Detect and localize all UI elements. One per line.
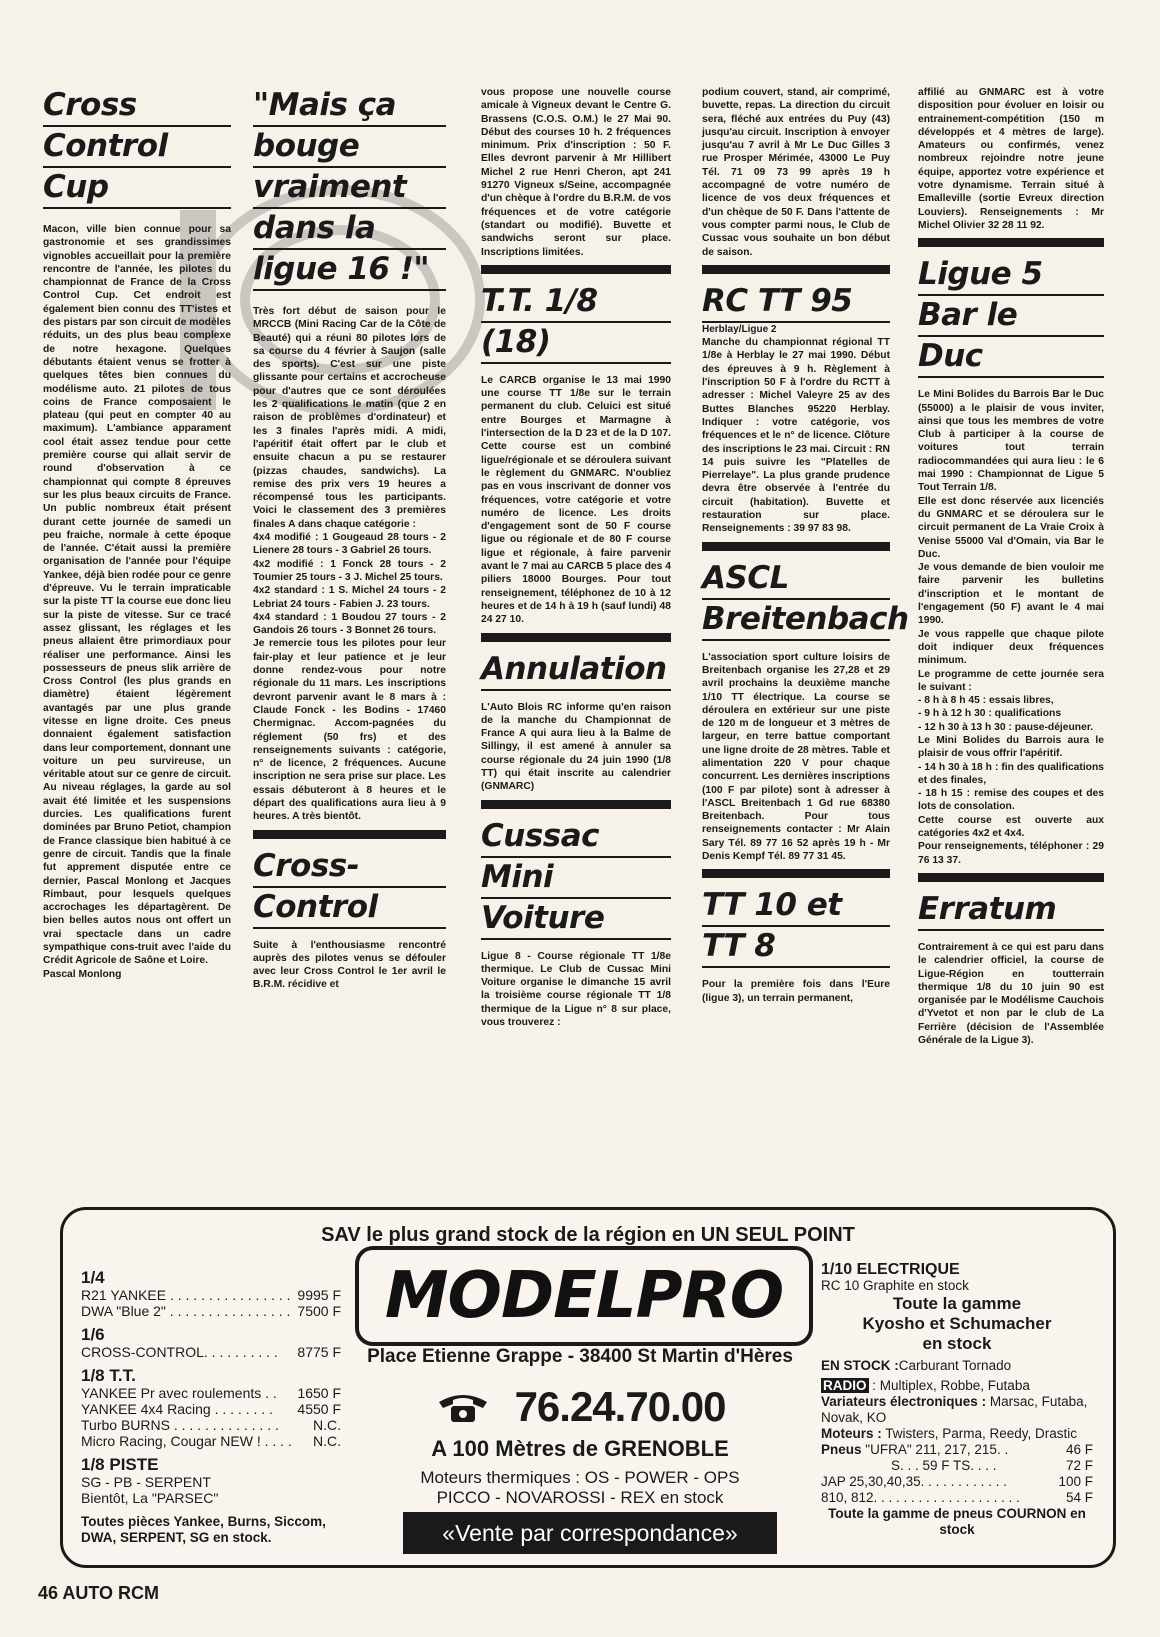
section-rule <box>918 238 1104 247</box>
price-row: SG - PB - SERPENT <box>81 1474 211 1490</box>
ad-distance: A 100 Mètres de GRENOBLE <box>431 1436 729 1461</box>
headline-tt-10-et-tt-8: TT 10 et TT 8 <box>702 886 890 968</box>
article-body: Je vous demande de bien vouloir me faire parvenir les bulletins d'inscription et le montant de l'engagement (50 F) avant le 4 mai 1990. <box>918 562 1104 627</box>
price-row: R21 YANKEE . . . . . . . . . . . . . . . . 9995 F <box>81 1287 341 1303</box>
article-body: Contrairement à ce qui est paru dans le calendrier officiel, la course de Ligue-Région en toutterrain thermique 1/8 du 10 juin 90 est organisée par le Modélisme Cauchois d'Yvetot et non par le club de La Ferrière (décision de l'Assemblée Générale de la Ligue 3). <box>918 941 1104 1047</box>
article-body: Le CARCB organise le 13 mai 1990 une course TT 1/8e sur le terrain permanent du club. Celuici est situé entre Bourges et Marmagne à l'intersection de la D 23 et de la D 107. Cette course est un combiné ligue/régionale et se déroulera suivant le règlement du GNMARC. N'oubliez pas en vous inscrivant de donner vos fréquences, votre catégorie et votre numéro de licence. Les droits d'engagement sont de 50 F course ligue ou régionale et de 80 F course ligue et régionale, à faire parvenir avant le 7 mai au CARCB 5 place des 4 piliers 18000 Bourges. Pour tout renseignement, téléphonez de 10 à 12 heures et de 14 h à 19 h (sauf lundi) 48 24 27 10. <box>481 374 671 626</box>
ad-line: en stock <box>922 1334 992 1353</box>
ad-note: Toutes pièces Yankee, Burns, Siccom, DWA, SERPENT, SG en stock. <box>81 1514 326 1545</box>
ad-right-list <box>821 1262 1093 1538</box>
ad-line: Moteurs : Twisters, Parma, Reedy, Drastic <box>821 1426 1078 1441</box>
telephone-icon <box>435 1390 491 1424</box>
section-rule <box>702 542 890 551</box>
article-body: Pour renseignements, téléphoner : 29 76 13 37. <box>918 841 1104 866</box>
section-rule <box>702 265 890 274</box>
article-body: Le Mini Bolides du Barrois Bar le Duc (55000) a le plaisir de vous inviter, ainsi que tous les membres de votre Club à participer à la course de voitures tout terrain radiocommandées qui aura lieu : le 6 mai 1990 : Championnat de Ligue 5 Tout Terrain 1/8. <box>918 389 1104 494</box>
mail-order-banner: «Vente par correspondance» <box>403 1512 777 1554</box>
price-category: 1/6 <box>81 1325 105 1344</box>
price-row: JAP 25,30,40,35. . . . . . . . . . . . 100 F <box>821 1474 1093 1489</box>
price-row: 810, 812. . . . . . . . . . . . . . . . . . . . 54 F <box>821 1490 1093 1505</box>
headline-annulation: Annulation <box>481 650 671 691</box>
column-tt-18 <box>481 86 671 1029</box>
section-rule <box>481 800 671 809</box>
headline-rc-tt-95: RC TT 95 <box>702 282 890 323</box>
price-row: Bientôt, La "PARSEC" <box>81 1490 219 1506</box>
ad-address: Place Etienne Grappe - 38400 St Martin d'Hères <box>367 1346 793 1367</box>
modelpro-logo <box>355 1246 813 1346</box>
result-row: 4x4 standard : 1 Boudou 27 tours - 2 Gandois 26 tours - 3 Bonnet 26 tours. <box>253 611 447 637</box>
logo-wordmark: MODELPRO <box>384 1259 784 1333</box>
headline-cross-control-cup: Cross Control Cup <box>43 86 231 209</box>
ad-line: Variateurs électroniques : Marsac, Futaba, Novak, KO <box>821 1394 1088 1425</box>
result-row: 4x2 standard : 1 S. Michel 24 tours - 2 Lebriat 24 tours - Fabien J. 23 tours. <box>253 585 446 610</box>
article-body: Le programme de cette journée sera le suivant : <box>918 668 1104 693</box>
headline-ascl-breitenbach: ASCL Breitenbach <box>702 559 890 641</box>
article-closing: Je remercie tous les pilotes pour leur fair-play et leur patience et je leur donne rendez-vous pour notre régionale du 11 mars. Les inscriptions devront parvenir avant le 8 mars à : Claude Fonck - les Bodins - 17460 Chermignac. Accom-pagnées du réglement (50 frs) et des renseignements suivants : catégorie, n° de licence, 2 fréquences. Aucune inscription ne sera prise sur place. Les essais débuteront à 8 heures et le départ des qualifications aura lieu à 9 heures. A très bientôt. <box>253 638 446 823</box>
article-continuation: podium couvert, stand, air comprimé, buvette, repas. La direction du circuit sera, fléché aux entrées du Puy (43) jusqu'au circuit. Inscription à envoyer jusqu'au 7 avril à Mr Le Duc Gilles 3 rue Prosper Mérimée, 43000 Le Puy Tél. 71 09 73 99 après 19 h accompagné de votre numéro de licence de vos deux fréquences et d'un chèque de 50 F. Dans l'attente de vous compter parmi nous, le Club de Cussac vous souhaite un bon début de saison. <box>702 87 890 258</box>
ad-note: Toute la gamme de pneus COURNON en stock <box>828 1506 1086 1537</box>
radio-label: RADIO <box>823 1378 867 1393</box>
column-cross-control-cup <box>43 86 231 981</box>
result-row: 4x2 modifié : 1 Fonck 28 tours - 2 Toumier 25 tours - 3 J. Michel 25 tours. <box>253 558 446 583</box>
column-ligue-16 <box>253 86 446 992</box>
price-row: CROSS-CONTROL. . . . . . . . . . 8775 F <box>81 1344 341 1360</box>
phone-number: 76.24.70.00 <box>514 1383 726 1430</box>
section-rule <box>481 633 671 642</box>
article-body: Manche du championnat régional TT 1/8e à Herblay le 27 mai 1990. Début des épreuves à 9 h. Règlement à l'inscription 50 F à l'ordre du RCTT à adresser : Michel Valeyre 25 av des Buttes Blanches 95220 Herblay. Indiquer : votre catégorie, vos fréquences et le n° de licence. Clôture des inscriptions le 23 mai. Circuit : RN 14 puis suivre les "Platelles de Pierrelaye". La plus grande prudence devra être observée à l'entrée du circuit (habitation). Buvette et restauration sur place. Renseignements : 39 97 83 98. <box>702 337 890 535</box>
page-footer: 46 AUTO RCM <box>38 1583 160 1603</box>
price-row: YANKEE 4x4 Racing . . . . . . . . 4550 F <box>81 1401 341 1417</box>
program-item: - 14 h 30 à 18 h : fin des qualifications et des finales, <box>918 761 1104 786</box>
article-body: Elle est donc réservée aux licenciés du GNMARC et se déroulera sur le circuit permanent de La Vraie Croix à Venise 55000 Val d'Omain, via Bar le Duc. <box>918 495 1104 560</box>
price-row: DWA "Blue 2" . . . . . . . . . . . . . . . . 7500 F <box>81 1303 341 1319</box>
ad-line: RC 10 Graphite en stock <box>821 1278 969 1293</box>
article-continuation: affilié au GNMARC est à votre disposition pour évoluer en loisir ou entrainement-compétition (150 m développés et 4 mètres de large). Amateurs ou confirmés, venez nombreux rejoindre notre jeune équipe, apportez votre expérience et votre dynamisme. Terrain situé à Emalleville (sortie Evreux direction Louviers). Renseignements : Mr Michel Olivier 32 28 11 92. <box>918 87 1104 231</box>
price-row: Micro Racing, Cougar NEW ! . . . . N.C. <box>81 1433 341 1449</box>
program-item: - 8 h à 8 h 45 : essais libres, <box>918 695 1054 707</box>
headline-tt-1-8: T.T. 1/8 (18) <box>481 282 671 364</box>
article-body: Cette course est ouverte aux catégories 4x2 et 4x4. <box>918 814 1104 840</box>
price-category: 1/8 PISTE <box>81 1455 159 1474</box>
column-ligue-5 <box>918 86 1104 1047</box>
ad-engines: Moteurs thermiques : OS - POWER - OPS PICCO - NOVAROSSI - REX en stock <box>420 1468 740 1507</box>
price-category: 1/4 <box>81 1268 105 1287</box>
price-category: 1/10 ELECTRIQUE <box>821 1261 960 1278</box>
headline-erratum: Erratum <box>918 890 1104 931</box>
price-row: S. . . 59 F TS. . . . 72 F <box>891 1458 1093 1473</box>
ad-line: Kyosho et Schumacher <box>862 1314 1052 1333</box>
article-continuation: vous propose une nouvelle course amicale à Vigneux devant le Centre G. Brassens (C.O.S. O.M.) le 27 Mai 90. Début des courses 10 h. 2 fréquences minimum. Prix d'inscription : 50 F. Elles devront parvenir à Mr Hillibert Michel 2 rue Henri Cheron, apt 241 91270 Vigneux s/Seine, accompagnée d'un chèque à l'ordre du B.R.M. de vos fréquences et de votre catégorie (standart ou modifié). Buvette et sandwichs seront sur place. Inscriptions limitées. <box>481 87 671 258</box>
section-rule <box>481 265 671 274</box>
article-body: L'association sport culture loisirs de Breitenbach organise les 27,28 et 29 avril prochains la deuxième manche 1/10 TT électrique. La course se déroulera en extérieur sur une piste de 120 m de longueur et 3 mètres de largeur, en terre battue comportant une ligne droite de 28 mètres. Table et alimentation 220 V pour chaque concurrent. Les dernières inscriptions (100 F par pilote) sont à adresser à l'ASCL Breitenbach 1 Gd rue 68380 Breitenbach. Pour tous renseignements contacter : Mr Alain Sary Tél. 89 77 16 52 après 19 h - Mr Denis Kempf Tél. 89 77 31 45. <box>702 651 890 863</box>
section-rule <box>702 869 890 878</box>
column-rc-tt-95 <box>702 86 909 1005</box>
author-signature: Pascal Monlong <box>43 968 122 980</box>
ad-price-list <box>81 1262 341 1545</box>
article-body: L'Auto Blois RC informe qu'en raison de la manche du Championnat de France A qui aura lieu à la Balme de Sillingy, il est amené à annuler sa course régionale du 24 juin 1990 (1/8 TT) qui était inscrite au calendrier (GNMARC) <box>481 701 671 793</box>
program-item: - 9 h à 12 h 30 : qualifications <box>918 708 1062 720</box>
price-row: YANKEE Pr avec roulements . . 1650 F <box>81 1385 341 1401</box>
ad-headline: SAV le plus grand stock de la région en UN SEUL POINT <box>321 1224 855 1246</box>
article-body: Ligue 8 - Course régionale TT 1/8e thermique. Le Club de Cussac Mini Voiture organise le dimanche 15 avril la troisième course régionale TT 1/8 thermique de la Ligue n° 8 sur place, vous trouverez : <box>481 950 671 1029</box>
ad-line: RADIO : Multiplex, Robbe, Futaba <box>823 1378 1030 1393</box>
headline-cross-control: Cross- Control <box>253 847 446 929</box>
article-body: Je vous rappelle que chaque pilote doit indiquer deux fréquences minimum. <box>918 628 1104 667</box>
ad-line: EN STOCK :Carburant Tornado <box>821 1358 1012 1373</box>
ad-line: Toute la gamme <box>892 1294 1022 1313</box>
headline-cussac: Cussac Mini Voiture <box>481 817 671 940</box>
ad-phone <box>345 1382 815 1432</box>
headline-mais-ca-bouge: "Mais ça bouge vraiment dans la ligue 16 !" <box>253 86 446 291</box>
article-subhead: Herblay/Ligue 2 <box>702 323 777 335</box>
modelpro-advertisement <box>60 1207 1116 1568</box>
result-row: 4x4 modifié : 1 Gougeaud 28 tours - 2 Lienere 28 tours - 3 Gabriel 26 tours. <box>253 532 446 557</box>
price-row: Pneus "UFRA" 211, 217, 215. . 46 F <box>821 1442 1093 1457</box>
article-body: Macon, ville bien connue pour sa gastronomie et ses grandissimes vignobles accueillait pour la première rencontre de l'année, les pilotes du championnat de France de la Cross Control Cup. Cet endroit est également bien connu des TT'istes et des pistars par son circuit de modèles réduits, un des plus beau complexe de notre hexagone. Quelques débutants étaient venus se frotter à quelques têtes bien connues du modélisme auto. 21 pilotes de tous coins de France composaient le plateau (qui peut en compter 40 au maximum). L'ambiance apparament cool était assez tendue pour cette première course qui allait servir de round d'observation à ce championnat qui compte 8 épreuves sur les plus beaux circuits de France. Un public nombreux était présent durant cette journée de samedi un peu fraiche, normale à cette époque de l'année. C'était aussi la première organisation de l'année pour l'équipe Yankee, déjà bien rodée pour ce genre d'épreuve. Vu le terrain impraticable sur la piste TT la course eue donc lieu sur la piste de vitesse. Sur ce tracé assez glissant, les réglages et les pneus allaient être primordiaux pour réaliser une performance. Ainsi les possesseurs de pneus slik arrière de Cross Control (les plus grands en diamètre) étaient légèrement avantagés par une plus grande vitesse en ligne droite. Ces pneus donnaient également satisfaction dans leur comportement, donnant une voiture un peu survireuse, un véritable atout sur ce genre de circuit. Au niveau réglages, la garde au sol avait été limitée et les suspensions durcies. Les qualifications furent dominées par Bruno Petiot, champion de France classique bien habitué à ce genre de circuit. Tandis que la finale fut apprement disputée entre ce dernier, Pascal Monlong et Jacques Rimbaut, pour lesquels quelques accrochages les départagèrent. De bien belles autos nous ont offert un vrai spectacle dans un cadre sympathique cons-truit avec l'aide du Crédit Agricole de Saône et Loire. <box>43 224 231 967</box>
article-intro: Très fort début de saison pour le MRCCB (Mini Racing Car de la Côte de Beauté) qui a réuni 80 pilotes lors de sa course du 4 février à Saujon (salle des sports). C'est sur une piste glissante pour certains et accrocheuse pour d'autres que ce sont déroulées les 2 qualifications le matin (que 2 en raison de problèmes d'ordinateur) et les 3 finales l'après midi. A midi, l'apéritif était offert par le club et ensuite chacun a pu se restaurer (pizzas chaudes, sandwichs). La remise des prix vers 19 heures a récompensé tous les participants. Voici le classement des 3 premières finales A dans chaque catégorie : <box>253 306 446 530</box>
article-body: Suite à l'enthousiasme rencontré auprès des pilotes venus se défouler avec leur Cross Control le 1er avril le B.R.M. récidive et <box>253 939 446 991</box>
headline-ligue-5: Ligue 5 Bar le Duc <box>918 255 1104 378</box>
program-item: - 12 h 30 à 13 h 30 : pause-déjeuner. <box>918 721 1094 733</box>
section-rule <box>253 830 446 839</box>
section-rule <box>918 873 1104 882</box>
program-item: - 18 h 15 : remise des coupes et des lots de consolation. <box>918 788 1104 813</box>
article-body: Pour la première fois dans l'Eure (ligue 3), un terrain permanent, <box>702 979 890 1004</box>
price-row: Turbo BURNS . . . . . . . . . . . . . . N.C. <box>81 1417 341 1433</box>
price-category: 1/8 T.T. <box>81 1366 136 1385</box>
article-body: Le Mini Bolides du Barrois aura le plaisir de vous offrir l'apéritif. <box>918 734 1104 760</box>
